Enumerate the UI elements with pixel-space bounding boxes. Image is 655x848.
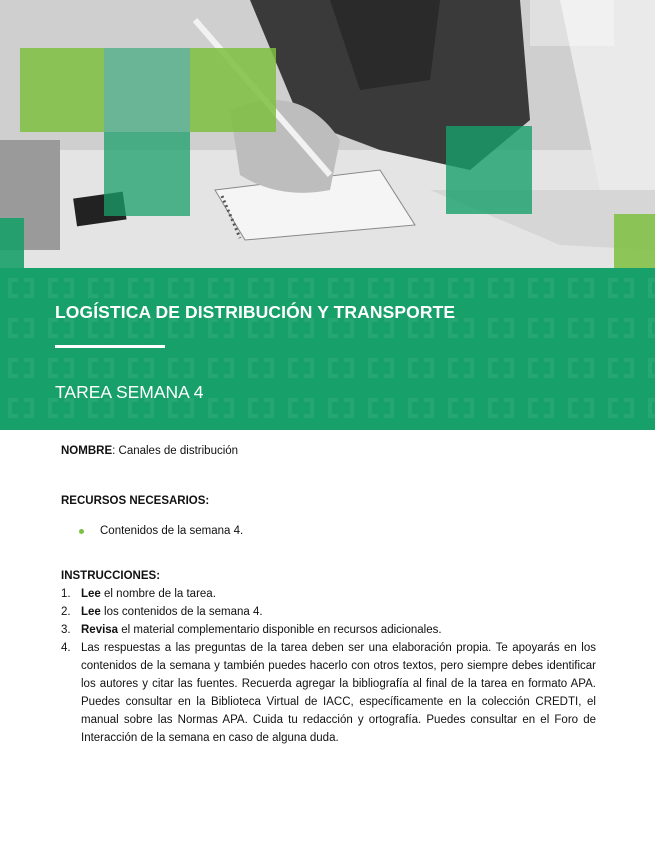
- step-number: 2.: [61, 606, 71, 618]
- step-number: 4.: [61, 642, 71, 654]
- title-divider: [55, 345, 165, 348]
- step-verb: Lee: [81, 606, 101, 618]
- step-number: 3.: [61, 624, 71, 636]
- banner-pattern: [0, 268, 655, 430]
- step-verb: Lee: [81, 588, 101, 600]
- instruction-step: [61, 585, 596, 603]
- step-number: 1.: [61, 588, 71, 600]
- instruction-step: [61, 621, 596, 639]
- header-photo: [0, 0, 655, 268]
- instrucciones-list: [61, 585, 596, 747]
- nombre-label: NOMBRE: [61, 445, 113, 457]
- bullet-icon: [79, 529, 84, 534]
- instruction-step: [61, 603, 596, 621]
- instrucciones-heading: INSTRUCCIONES:: [61, 570, 161, 582]
- step-text: los contenidos de la semana 4.: [100, 606, 263, 618]
- task-title: TAREA SEMANA 4: [55, 382, 204, 402]
- step-verb: Revisa: [81, 624, 119, 636]
- step-text: el material complementario disponible en recursos adicionales.: [118, 624, 442, 636]
- nombre-line: [61, 442, 238, 460]
- course-title: LOGÍSTICA DE DISTRIBUCIÓN Y TRANSPORTE: [55, 302, 456, 322]
- recursos-item-text: Contenidos de la semana 4.: [100, 525, 244, 537]
- header-illustration: [0, 0, 655, 268]
- step-text: Las respuestas a las preguntas de la tarea deben ser una elaboración propia. Te apoyarás en los contenidos de la semana y también puedes hacerlo con otros textos, pero siempre debes identificar los autores y citar las fuentes. Recuerda agregar la bibliografía al final de la tarea en formato APA. Puedes consultar en la Biblioteca Virtual de IACC, específicamente en la colección CREDTI, el manual sobre las Normas APA. Cuida tu redacción y ortografía. Puedes consultar en el Foro de Interacción de la semana en caso de alguna duda.: [81, 642, 596, 744]
- instruction-step: [61, 639, 596, 747]
- step-text: el nombre de la tarea.: [100, 588, 216, 600]
- nombre-value: : Canales de distribución: [112, 445, 239, 457]
- recursos-heading: RECURSOS NECESARIOS:: [61, 495, 210, 507]
- title-banner: [0, 268, 655, 430]
